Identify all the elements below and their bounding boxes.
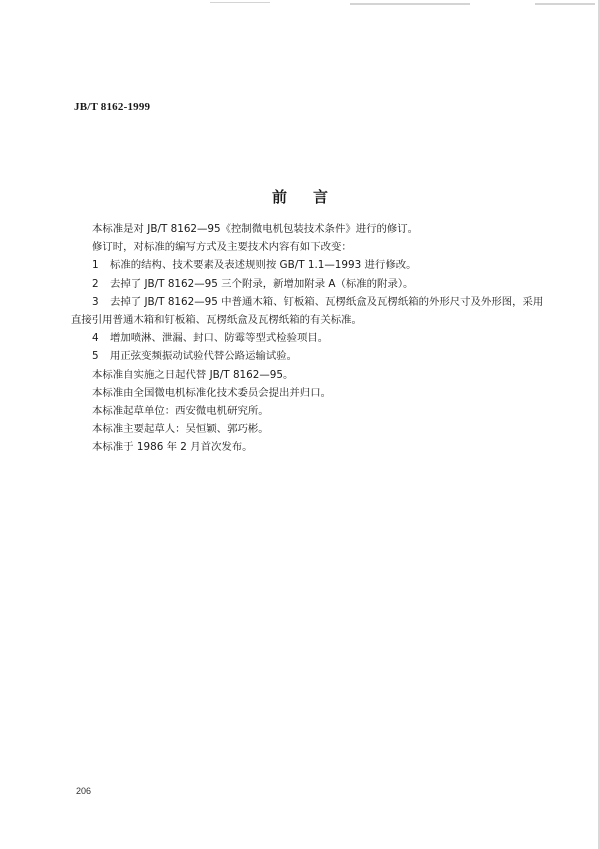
paragraph-text: 本标准于 1986 年 2 月首次发布。 [92, 441, 253, 454]
document-body [71, 220, 572, 457]
scan-artifact [350, 3, 470, 5]
list-item-number: 2 [92, 277, 99, 290]
list-item [92, 329, 572, 347]
page-title: 前言 [271, 188, 354, 206]
list-item-text: 增加喷淋、泄漏、封口、防霉等型式检验项目。 [110, 332, 329, 345]
paragraph-text: 本标准主要起草人：吴恒颖、郭巧彬。 [92, 423, 269, 436]
list-item-number: 3 [92, 295, 99, 308]
list-item-text: 标准的结构、技术要素及表述规则按 GB/T 1.1—1993 进行修改。 [110, 259, 417, 272]
paragraph [92, 238, 572, 256]
page-number: 206 [76, 786, 92, 796]
list-item-number: 1 [92, 259, 99, 272]
paragraph-text: 本标准自实施之日起代替 JB/T 8162—95。 [92, 368, 294, 381]
list-item-text: 去掉了 JB/T 8162—95 三个附录，新增加附录 A（标准的附录）。 [110, 277, 414, 290]
paragraph [92, 420, 572, 438]
paragraph-text: 本标准是对 JB/T 8162—95《控制微电机包装技术条件》进行的修订。 [92, 223, 419, 235]
paragraph [92, 402, 572, 420]
paragraph [92, 438, 572, 456]
paragraph-text: 直接引用普通木箱和钉板箱、瓦楞纸盒及瓦楞纸箱的有关标准。 [71, 314, 362, 327]
paragraph [92, 220, 572, 238]
list-item [92, 347, 572, 365]
scan-artifact [535, 3, 595, 5]
paragraph [92, 366, 572, 384]
list-item [92, 293, 572, 311]
list-item-number: 4 [92, 332, 99, 345]
paragraph [92, 384, 572, 402]
paragraph-text: 修订时，对标准的编写方式及主要技术内容有如下改变： [92, 241, 352, 254]
list-item-continuation [71, 311, 572, 329]
list-item-number: 5 [92, 350, 99, 363]
paragraph-text: 本标准由全国微电机标准化技术委员会提出并归口。 [92, 386, 331, 399]
list-item [92, 256, 572, 274]
standard-code: JB/T 8162-1999 [74, 101, 151, 113]
scan-artifact [210, 2, 270, 3]
list-item-text: 用正弦变频振动试验代替公路运输试验。 [110, 350, 298, 363]
paragraph-text: 本标准起草单位：西安微电机研究所。 [92, 405, 269, 418]
list-item-text: 去掉了 JB/T 8162—95 中普通木箱、钉板箱、瓦楞纸盒及瓦楞纸箱的外形尺寸及外形图，采用 [110, 295, 544, 308]
list-item [92, 275, 572, 293]
